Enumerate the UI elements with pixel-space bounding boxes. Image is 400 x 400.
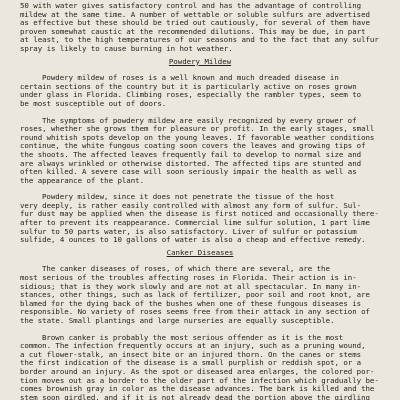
section-heading-powdery-mildew <box>20 58 380 67</box>
text-line: are always wrinkled or otherwise distorted. The affected tips are stunted and <box>20 159 362 168</box>
text-line: responsible. No variety of roses seems free from their attack in any section of <box>20 308 370 317</box>
paragraph-gap <box>20 185 380 193</box>
paragraph-gap <box>20 326 380 334</box>
text-line: round whitish spots develop on the young leaves. If favorable weather conditions <box>20 133 375 142</box>
powdery-paragraph-3 <box>20 193 380 245</box>
text-line: the shoots. The affected leaves frequently fail to develop to normal size and <box>20 150 362 159</box>
intro-paragraph <box>20 2 380 54</box>
powdery-paragraph-1 <box>20 74 380 108</box>
paragraph-gap <box>20 109 380 117</box>
text-line: certain sections of the country but it is particularly active on roses grown <box>20 82 357 91</box>
text-line: at least, to the high temperatures of our seasons and to the fact that any sulfur <box>20 36 379 45</box>
text-line: sidious; that is they work slowly and are not at all spectacular. In many in- <box>20 282 362 291</box>
text-line: border around an injury. As the spot or diseased area enlarges, the colored por- <box>20 367 375 376</box>
text-line: a cut flower-stalk, an insect bite or an injured thorn. On the canes or stems <box>20 350 362 359</box>
text-line: Powdery mildew, since it does not penetrate the tissue of the host <box>42 193 335 202</box>
text-line: very deeply, is rather easily controlled with almost any form of sulfur. Sul- <box>20 201 362 210</box>
text-line: 50 with water gives satisfactory control and has the advantage of controlling <box>20 2 362 10</box>
text-line: proven somewhat caustic at the recommended dilutions. This may be due, in part <box>20 27 366 36</box>
text-line: under glass in Florida. Climbing roses, especially the rambler types, seem to <box>20 91 362 100</box>
text-line: sulfur to 50 parts water, is also satisfactory. Liver of sulfur or potassium <box>20 227 357 236</box>
section-heading-text: Powdery Mildew <box>168 56 232 66</box>
text-line: blamed for the dying back of the bushes when one of these fungous diseases is <box>20 299 362 308</box>
text-line: roses, whether she grows them for pleasure or profit. In the early stages, small <box>20 125 375 134</box>
text-line: the state. Small plantings and large nurseries are equally susceptible. <box>20 317 335 325</box>
text-line: as effective but these should be tried out cautiously, for several of them have <box>20 19 370 28</box>
text-line: comes brownish gray in color as the disease advances. The bark is killed and the <box>20 385 375 394</box>
text-line: The canker diseases of roses, of which there are several, are the <box>42 265 330 274</box>
text-line: stances, other things, such as lack of fertilizer, poor soil and root knot, are <box>20 291 370 300</box>
text-line: The symptoms of powdery mildew are easily recognized by every grower of <box>42 116 357 125</box>
powdery-paragraph-2 <box>20 117 380 186</box>
text-line: mildew at the same time. A number of wettable or soluble sulfurs are advertised <box>20 10 370 19</box>
text-line: tion moves out as a border to the older part of the infection which gradually be- <box>20 376 379 385</box>
text-line: the first indication of the disease is a small purplish or reddish spot, or a <box>20 359 362 368</box>
text-line: be most susceptible out of doors. <box>20 99 167 108</box>
canker-paragraph-2 <box>20 334 380 400</box>
text-line: Brown canker is probably the most serious offender as it is the most <box>42 333 344 342</box>
text-line: the appearance of the plant. <box>20 176 145 185</box>
text-line: spray is likely to cause burning in hot weather. <box>20 44 233 53</box>
text-line: after to prevent its reappearance. Commercial lime sulfur solution, 1 part lime <box>20 219 370 228</box>
text-line: common. The infection frequently occurs at an injury, such as a pruning wound, <box>20 342 366 351</box>
text-line: continue, the white fungous coating soon covers the leaves and growing tips of <box>20 142 366 151</box>
text-line: most serious of the troubles affecting roses in Florida. Their action is in- <box>20 274 357 283</box>
text-line: often killed. A severe case will soon seriously impair the health as well as <box>20 168 357 177</box>
text-line: fur dust may be applied when the disease is first noticed and occasionally there- <box>20 210 379 219</box>
section-heading-text: Canker Diseases <box>166 247 234 257</box>
text-line: Powdery mildew of roses is a well known and much dreaded disease in <box>42 74 339 83</box>
canker-paragraph-1 <box>20 265 380 325</box>
text-line: sulfide, 4 ounces to 10 gallons of water is also a cheap and effective remedy. <box>20 236 366 245</box>
text-line: stem soon girdled, and if it is not already dead the portion above the girdling <box>20 393 370 400</box>
section-heading-canker-diseases <box>20 249 380 258</box>
